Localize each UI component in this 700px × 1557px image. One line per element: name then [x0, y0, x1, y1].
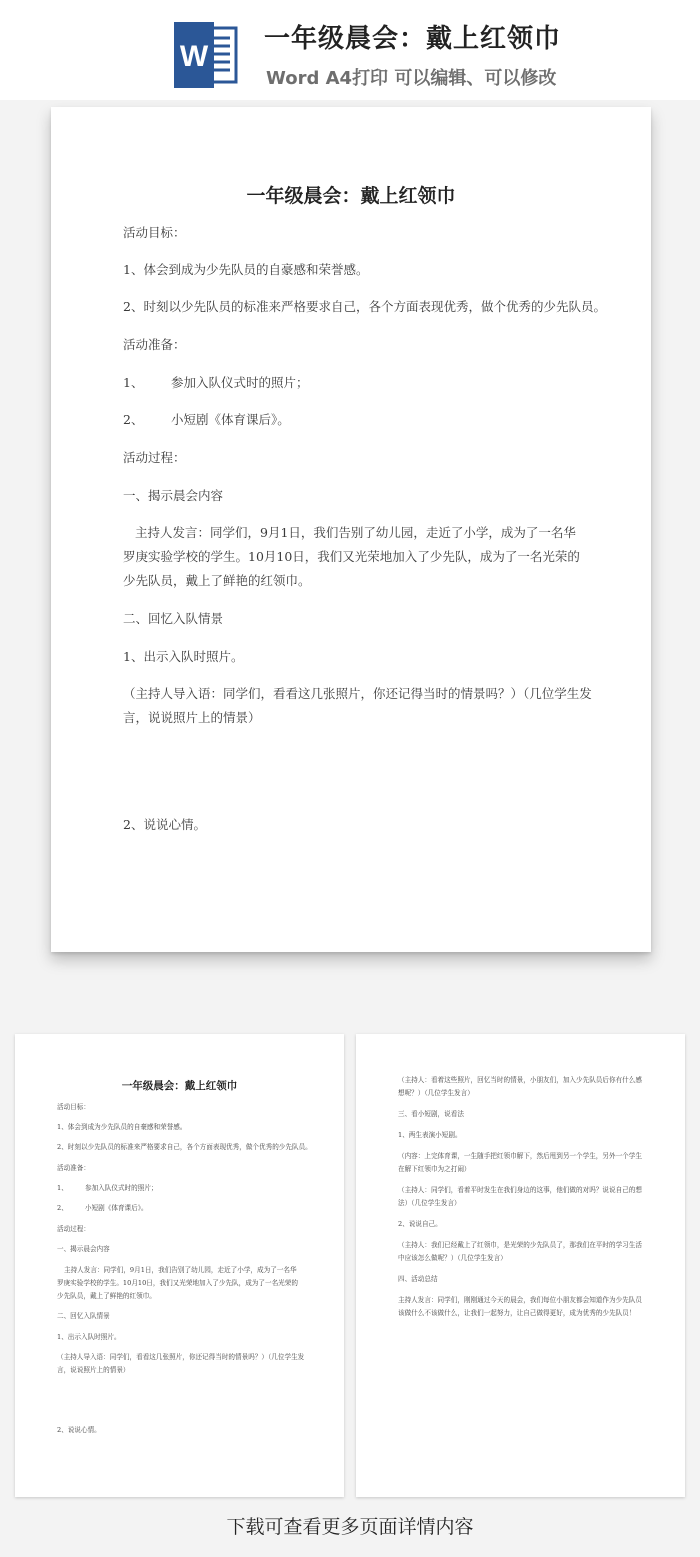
step-2: 2、说说心情。 [123, 817, 206, 832]
thumb2-line-11: 中应该怎么做呢？）（几位学生发言） [398, 1254, 507, 1262]
document-page[interactable] [51, 107, 651, 952]
document-preview [0, 100, 700, 990]
thumb2-line-6: 在解下红领巾为之打闹） [398, 1165, 471, 1173]
thumb-goal-heading: 活动目标： [57, 1103, 90, 1111]
download-more-link[interactable]: 下载可查看更多页面详情内容 [226, 1516, 474, 1538]
thumb-step-2: 2、说说心情。 [57, 1426, 101, 1434]
thumb2-line-9: 2、说说自己。 [398, 1220, 442, 1228]
section-1-heading: 一、揭示晨会内容 [123, 488, 224, 503]
svg-text:W: W [179, 40, 209, 73]
thumb-prep-1-number: 1、 [57, 1184, 68, 1192]
thumb2-line-2: 想呢？）（几位学生发言） [398, 1089, 474, 1097]
thumb-step-1: 1、出示入队时照片。 [57, 1333, 121, 1341]
thumb2-line-12: 四、活动总结 [398, 1275, 438, 1283]
thumb-prep-2-text: 小短剧《体育课后》。 [85, 1204, 148, 1212]
thumb-guide-line-1: （主持人导入语：同学们，看看这几张照片，你还记得当时的情景吗？）（几位学生发 [57, 1353, 305, 1361]
prep-item-2 [123, 410, 290, 428]
thumb2-line-3: 三、看小短剧，说看法 [398, 1110, 464, 1118]
page-thumbnail-2[interactable] [356, 1034, 685, 1497]
thumb2-line-5: （内容：上完体育课，一生随手把红领巾解下，然后甩到另一个学生，另外一个学生 [398, 1152, 642, 1160]
step-1: 1、出示入队时照片。 [123, 649, 244, 664]
thumb-host-line-3: 少先队员，戴上了鲜艳的红领巾。 [57, 1292, 156, 1300]
thumbnail-title: 一年级晨会：戴上红领巾 [121, 1080, 238, 1092]
thumb-host-line-2: 罗庚实验学校的学生。10月10日，我们又光荣地加入了少先队，成为了一名光荣的 [57, 1279, 298, 1287]
guide-line-1: （主持人导入语：同学们，看看这几张照片，你还记得当时的情景吗？）（几位学生发 [123, 686, 592, 701]
thumb2-line-4: 1、两生表演小短剧。 [398, 1131, 462, 1139]
thumb-prep-2 [57, 1202, 148, 1212]
thumb2-line-7: （主持人：同学们，看着平时发生在我们身边的这事，他们做的对吗？说说自己的想 [398, 1186, 642, 1194]
host-line-1: 主持人发言：同学们，9月1日，我们告别了幼儿园，走近了小学，成为了一名华 [135, 525, 576, 540]
thumb2-line-8: 法）（几位学生发言） [398, 1199, 461, 1207]
header [0, 0, 700, 100]
guide-line-2: 言，说说照片上的情景） [123, 710, 261, 725]
goal-item-2: 2、时刻以少先队员的标准来严格要求自己，各个方面表现优秀，做个优秀的少先队员。 [123, 299, 606, 314]
host-line-2: 罗庚实验学校的学生。10月10日，我们又光荣地加入了少先队，成为了一名光荣的 [123, 549, 580, 564]
prep-item-2-text: 小短剧《体育课后》。 [171, 412, 290, 427]
prep-item-1-text: 参加入队仪式时的照片； [171, 375, 309, 390]
thumb-goal-2: 2、时刻以少先队员的标准来严格要求自己，各个方面表现优秀，做个优秀的少先队员。 [57, 1143, 312, 1151]
document-title: 一年级晨会：戴上红领巾 [246, 185, 456, 207]
thumb2-line-1: （主持人：看着这些照片，回忆当时的情景，小朋友们，加入少先队员后你有什么感 [398, 1076, 642, 1084]
process-heading: 活动过程： [123, 450, 186, 465]
prep-heading: 活动准备： [123, 337, 186, 352]
thumb2-line-14: 该做什么不该做什么，让我们一起努力，让自己做得更好，成为优秀的少先队员！ [398, 1309, 636, 1317]
thumb-prep-heading: 活动准备： [57, 1164, 90, 1172]
page-title: 一年级晨会：戴上红领巾 [264, 24, 562, 54]
thumb-section-1: 一、揭示晨会内容 [57, 1245, 110, 1253]
thumb-section-2: 二、回忆入队情景 [57, 1312, 110, 1320]
prep-item-1 [123, 373, 309, 391]
page-thumbnail-1[interactable] [15, 1034, 344, 1497]
thumb-prep-2-number: 2、 [57, 1204, 68, 1212]
prep-item-2-number: 2、 [123, 412, 144, 427]
thumb-process-heading: 活动过程： [57, 1225, 90, 1233]
prep-item-1-number: 1、 [123, 375, 144, 390]
page-subtitle: Word A4打印 可以编辑、可以修改 [266, 68, 557, 89]
thumb-prep-1 [57, 1182, 158, 1192]
thumb2-line-13: 主持人发言：同学们，刚刚通过今天的晨会，我们每位小朋友都会知道作为少先队员 [398, 1296, 642, 1304]
thumb-host-line-1: 主持人发言：同学们，9月1日，我们告别了幼儿园，走近了小学，成为了一名华 [64, 1266, 297, 1274]
goal-item-1: 1、体会到成为少先队员的自豪感和荣誉感。 [123, 262, 369, 277]
thumbnail-area [0, 990, 700, 1557]
thumb-prep-1-text: 参加入队仪式时的照片； [85, 1184, 158, 1192]
word-icon [174, 22, 240, 88]
goal-heading: 活动目标： [123, 225, 186, 240]
section-2-heading: 二、回忆入队情景 [123, 611, 224, 626]
thumb-guide-line-2: 言，说说照片上的情景） [57, 1366, 130, 1374]
host-line-3: 少先队员，戴上了鲜艳的红领巾。 [123, 573, 311, 588]
thumb-goal-1: 1、体会到成为少先队员的自豪感和荣誉感。 [57, 1123, 187, 1131]
thumb2-line-10: （主持人：我们已经戴上了红领巾，是光荣的少先队员了，那我们在平时的学习生活 [398, 1241, 642, 1249]
